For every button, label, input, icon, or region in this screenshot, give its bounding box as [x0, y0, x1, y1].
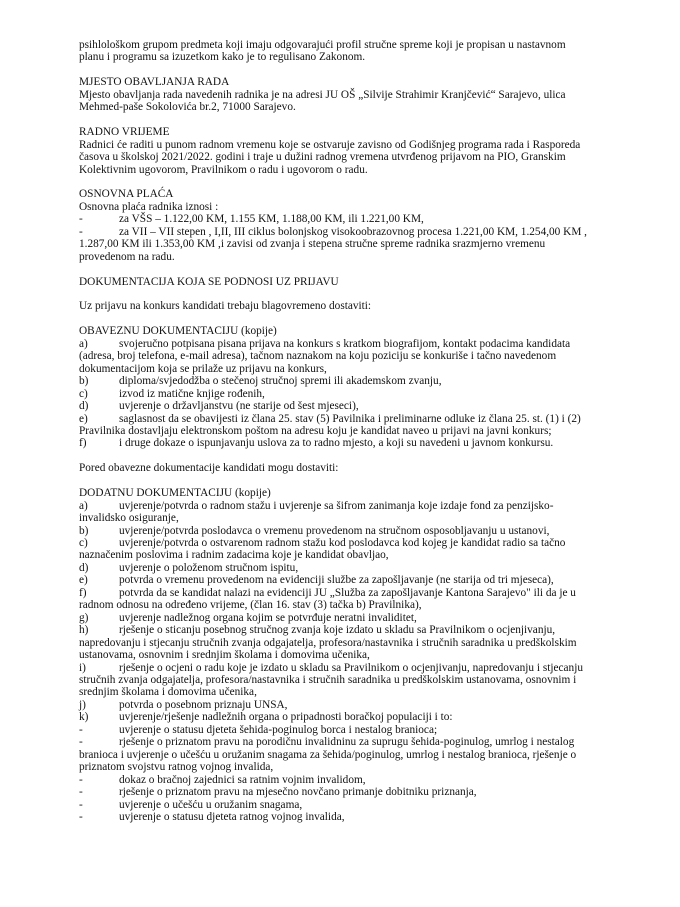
list-marker: a) — [79, 499, 88, 512]
list-item — [79, 500, 639, 525]
list-item — [79, 662, 639, 699]
list — [79, 338, 639, 450]
list-item — [79, 388, 639, 400]
list — [79, 500, 639, 824]
list-item — [79, 537, 639, 562]
text-line: psihlološkom grupom predmeta koji imaju odgovarajući profil stručne spreme koji je propisan u nastavnom — [79, 39, 566, 51]
list-item-continuation: priznatom svojstvu ratnog vojnog invalida, — [79, 761, 274, 774]
text-line: Pored obavezne dokumentacije kandidati mogu dostaviti: — [79, 462, 339, 475]
list-item-text: diploma/svjedodžba o stečenoj stručnoj spremi ili akademskom zvanju, — [119, 375, 442, 388]
list-item-text: uvjerenje o statusu djeteta šehida-poginulog borca i nestalog branioca; — [119, 723, 438, 736]
list-item-text: dokaz o bračnoj zajednici sa ratnim vojnim invalidom, — [119, 773, 366, 786]
list-item — [79, 612, 639, 624]
list-marker: e) — [79, 412, 88, 425]
list-item — [79, 226, 639, 263]
list-item-text: uvjerenje/potvrda o radnom stažu i uvjerenje sa šifrom zanimanja koje izdaje fond za penzijsko- — [119, 499, 554, 512]
section-mjesto — [79, 76, 639, 113]
list-item — [79, 724, 639, 736]
list-marker: b) — [79, 375, 89, 388]
list-item — [79, 375, 639, 387]
list-item-continuation: branioca i uvjerenje o učešću u oružanim snagama za šehida/poginulog, umrlog i nestalog branioca, rješenje o — [79, 748, 577, 761]
list-item — [79, 699, 639, 711]
list-item-text: uvjerenje o učešću u oružanim snagama, — [119, 798, 303, 811]
list-item-text: svojeručno potpisana pisana prijava na konkurs s kratkom biografijom, kontakt podacima kandidata — [119, 337, 571, 350]
list-item-continuation: napredovanju i stjecanju stručnih zvanja odgajatelja, profesora/nastavnika i stručnih saradnika u predškolskim — [79, 636, 577, 649]
text-line: Radnici će raditi u punom radnom vremenu koje se ostvaruje zavisno od Godišnjeg programa rada i Rasporeda — [79, 138, 581, 151]
list-item-text: uvjerenje o državljanstvu (ne starije od šest mjeseci), — [119, 400, 359, 413]
list-item-text: rješenje o priznatom pravu na porodičnu invalidninu za suprugu šehida-poginulog, umrlog i nestalog — [119, 736, 575, 749]
text-line: Kolektivnim ugovorom, Pravilnikom o radu i ugovorom o radu. — [79, 163, 368, 176]
text-line: Osnovna plaća radnika iznosi : — [79, 200, 219, 213]
list-marker: - — [79, 798, 83, 811]
list-marker: - — [79, 213, 83, 226]
list-marker: - — [79, 736, 83, 749]
text-line: časova u školskoj 2021/2022. godini i traje u dužini radnog vremena utvrđenog prijavom na PIO, Granskim — [79, 151, 566, 164]
list-item — [79, 413, 639, 438]
list-item — [79, 562, 639, 574]
section-heading: DODATNU DOKUMENTACIJU (kopije) — [79, 487, 271, 500]
list-item-text: izvod iz matične knjige rođenih, — [119, 387, 265, 400]
text-line: planu i programu sa izuzetkom kako je to regulisano Zakonom. — [79, 51, 366, 64]
list-item-text: rješenje o sticanju posebnog stručnog zvanja koje izdato u skladu sa Pravilnikom o ocjenjivanju, — [119, 624, 556, 637]
section-heading: RADNO VRIJEME — [79, 126, 170, 139]
list-marker: - — [79, 225, 83, 238]
list-item-continuation: stručnih zvanja odgajatelja, profesora/nastavnika i stručnih saradnika u predškolskim ustanovama, osnovnim i — [79, 673, 577, 686]
list-item-continuation: naznačenim poslovima i radnim zadacima koje je kandidat obavljao, — [79, 549, 389, 562]
list-item-text: uvjerenje o statusu djeteta ratnog vojnog invalida, — [119, 810, 345, 823]
section-heading: OSNOVNA PLAĆA — [79, 188, 174, 201]
list-item — [79, 786, 639, 798]
text-line: Uz prijavu na konkurs kandidati trebaju blagovremeno dostaviti: — [79, 300, 372, 313]
list-item-text: uvjerenje/rješenje nadležnih organa o pripadnosti boračkoj populaciji i to: — [119, 711, 453, 724]
list-marker: j) — [79, 698, 86, 711]
list-item-continuation: invalidsko osiguranje, — [79, 512, 179, 525]
list-item-text: potvrda o vremenu provedenom na evidenciji službe za zapošljavanje (ne starija od tri mjeseca), — [119, 574, 554, 587]
intro-paragraph — [79, 39, 639, 64]
list-item-text: potvrda da se kandidat nalazi na evidenciji JU „Služba za zapošljavanje Kantona Sarajevo" ili da je u — [119, 586, 576, 599]
document-page — [79, 39, 639, 823]
list-item — [79, 799, 639, 811]
list-marker: h) — [79, 624, 89, 637]
list-marker: i) — [79, 661, 86, 674]
section-osnovna-placa — [79, 188, 639, 263]
list-marker: g) — [79, 611, 89, 624]
list-marker: d) — [79, 561, 89, 574]
section-heading: MJESTO OBAVLJANJA RADA — [79, 76, 230, 89]
list-item — [79, 574, 639, 586]
section-heading: OBAVEZNU DOKUMENTACIJU (kopije) — [79, 325, 277, 338]
list-item-continuation: 1.287,00 KM ili 1.353,00 KM ,i zavisi od zvanja i stepena stručne spreme radnika srazmjerno vremenu — [79, 238, 546, 251]
list-item — [79, 811, 639, 823]
list-marker: a) — [79, 337, 88, 350]
list-marker: b) — [79, 524, 89, 537]
list-item-continuation: (adresa, broj telefona, e-mail adresa), tačnom naznakom na koju poziciju se konkuriše i tačno navedenom — [79, 350, 557, 363]
list-item — [79, 624, 639, 661]
section-dodatna — [79, 487, 639, 823]
section-obavezna — [79, 325, 639, 450]
list-marker: c) — [79, 387, 88, 400]
list-item-continuation: srednjim školama i domovima učenika, — [79, 686, 257, 699]
list-marker: k) — [79, 711, 89, 724]
list-item — [79, 736, 639, 773]
list-item-text: uvjerenje/potvrda poslodavca o vremenu provedenom na stručnom osposobljavanju u ustanovi, — [119, 524, 550, 537]
section-radno-vrijeme — [79, 126, 639, 176]
list-item-text: i druge dokaze o ispunjavanju uslova za to radno mjesto, a koji su navedeni u javnom konkursu. — [119, 437, 554, 450]
list-marker: d) — [79, 400, 89, 413]
list-item-text: uvjerenje nadležnog organa kojim se potvrđuje neratni invaliditet, — [119, 611, 417, 624]
list-item — [79, 213, 639, 225]
list-marker: - — [79, 810, 83, 823]
text-line: Mehmed-paše Sokolovića br.2, 71000 Sarajevo. — [79, 101, 296, 114]
list-item — [79, 437, 639, 449]
section-heading: DOKUMENTACIJA KOJA SE PODNOSI UZ PRIJAVU — [79, 275, 339, 288]
list-marker: f) — [79, 586, 87, 599]
list-item — [79, 338, 639, 375]
list-item-text: za VŠS – 1.122,00 KM, 1.155 KM, 1.188,00 KM, ili 1.221,00 KM, — [119, 213, 424, 226]
list-item-continuation: Pravilnika dostavljaju elektronskom poštom na adresu koju je kandidat naveo u prijavi na javni konkurs; — [79, 424, 552, 437]
list-item-text: potvrda o posebnom priznaju UNSA, — [119, 698, 288, 711]
list-marker: - — [79, 773, 83, 786]
list-item-continuation: dokumentacijom koja se prilaže uz prijavu na konkurs, — [79, 362, 327, 375]
list-marker: c) — [79, 537, 88, 549]
list-item-continuation: provedenom na radu. — [79, 250, 175, 263]
list-item — [79, 587, 639, 612]
list-item-text: rješenje o priznatom pravu na mjesečno novčano primanje dobitniku priznanja, — [119, 786, 477, 799]
list-item — [79, 525, 639, 537]
list-item — [79, 400, 639, 412]
list-item-continuation: radnom odnosu na određeno vrijeme, (član 16. stav (3) tačka b) Pravilnika), — [79, 599, 422, 612]
list-item-text: uvjerenje o položenom stručnom ispitu, — [119, 561, 299, 574]
list-item — [79, 711, 639, 723]
list-item-text: za VII – VII stepen , I,II, III ciklus bolonjskog visokoobrazovnog procesa 1.221,00 KM, 1.254,00 KM , — [119, 225, 588, 238]
list-marker: f) — [79, 437, 87, 450]
list — [79, 213, 639, 263]
list-marker: e) — [79, 574, 88, 587]
list-marker: - — [79, 723, 83, 736]
list-item-text: saglasnost da se obavijesti iz člana 25. stav (5) Pavilnika i preliminarne odluke iz člana 25. st. (1) i (2) — [119, 412, 581, 425]
list-item-text: rješenje o ocjeni o radu koje je izdato u skladu sa Pravilnikom o ocjenjivanju, napredovanju i stjecanju — [119, 661, 583, 674]
list-item-continuation: ustanovama, osnovnim i srednjim školama i domovima učenika, — [79, 649, 370, 662]
list-item-text: uvjerenje/potvrda o ostvarenom radnom stažu kod poslodavca kod kojeg je kandidat radio sa tačno — [119, 537, 566, 549]
text-line: Mjesto obavljanja rada navedenih radnika je na adresi JU OŠ „Silvije Strahimir Kranjčević“ Sarajevo, ulica — [79, 88, 566, 101]
list-marker: - — [79, 786, 83, 799]
list-item — [79, 774, 639, 786]
